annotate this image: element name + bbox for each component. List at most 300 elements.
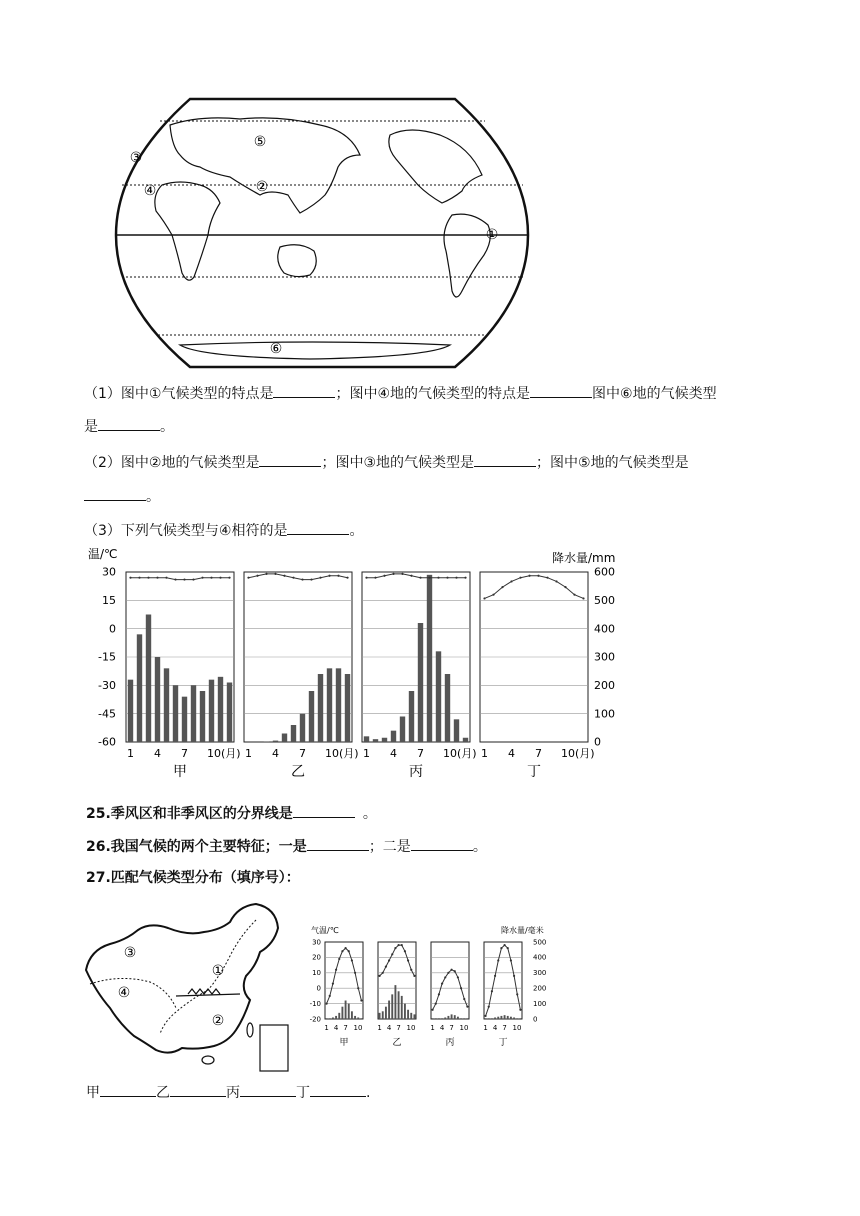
x-tick-label: 1: [324, 1024, 329, 1032]
china-outline: [86, 904, 278, 1053]
question-2-line-1: [84, 452, 689, 473]
chart2-left-ticks: [310, 938, 321, 1023]
continent-africa: [155, 182, 220, 280]
answer-blank-jia[interactable]: [100, 1082, 156, 1097]
question-25-line: [86, 803, 377, 824]
temperature-point: [348, 950, 350, 952]
precipitation-bar: [454, 1015, 456, 1019]
q26-text-3: 。: [472, 839, 487, 855]
temperature-point: [192, 578, 194, 580]
right-tick-label: 400: [594, 622, 615, 636]
q1-blank-3[interactable]: [98, 416, 160, 431]
left-tick-label: -10: [309, 999, 321, 1008]
temperature-point: [494, 975, 496, 977]
temperature-point: [466, 1006, 468, 1008]
precipitation-bar: [137, 634, 142, 742]
precipitation-bar: [345, 674, 350, 742]
precipitation-bar: [466, 1018, 468, 1019]
right-tick-label: 300: [533, 969, 547, 978]
x-tick-label: 10: [353, 1024, 363, 1032]
x-tick-label: 10: [512, 1024, 522, 1032]
temperature-point: [174, 578, 176, 580]
precipitation-bar: [451, 1014, 453, 1019]
precipitation-bar: [338, 1013, 340, 1019]
temperature-point: [335, 969, 337, 971]
continent-south-america: [444, 214, 490, 297]
precipitation-bar: [460, 1018, 462, 1019]
chart1-right-axis-label: 降水量/mm: [552, 551, 616, 565]
left-tick-label: 0: [109, 622, 116, 636]
china-marker-3: [124, 945, 137, 961]
question-27-line: [86, 868, 300, 888]
map-marker-2: [256, 179, 269, 195]
q2-blank-2[interactable]: [474, 452, 536, 467]
temperature-point: [431, 1009, 433, 1011]
panel-frame: [431, 942, 469, 1019]
question-1-line-2: [84, 416, 174, 437]
panel-frame: [484, 942, 522, 1019]
temperature-point: [301, 578, 303, 580]
panel-name: 丙: [445, 1038, 455, 1048]
answer-label-yi: 乙: [156, 1085, 170, 1101]
q27-title: 27.匹配气候类型分布（填序号）：: [86, 870, 300, 886]
right-tick-label: 0: [533, 1015, 538, 1024]
q25-blank-1[interactable]: [293, 803, 355, 818]
left-tick-label: -30: [98, 679, 116, 692]
temperature-point: [492, 594, 494, 596]
precipitation-bar: [218, 677, 223, 742]
answer-label-ding: 丁: [296, 1085, 310, 1101]
q1-text-5: 。: [160, 419, 174, 435]
q2-text-1: （2）图中②地的气候类型是: [84, 455, 260, 471]
temperature-point: [510, 959, 512, 961]
temperature-point: [519, 577, 521, 579]
q1-text-4: 是: [84, 419, 98, 435]
temperature-point: [503, 944, 505, 946]
precipitation-bar: [516, 1018, 518, 1019]
temperature-point: [464, 577, 466, 579]
precipitation-bar: [409, 691, 414, 742]
x-tick-label: 1: [430, 1024, 435, 1032]
precipitation-bar: [360, 1018, 362, 1019]
panel-name: 甲: [173, 764, 187, 780]
x-tick-label: 4: [508, 747, 515, 760]
x-tick-label: 10(月): [325, 747, 359, 760]
temperature-point: [247, 577, 249, 579]
taiwan-island: [247, 1023, 253, 1037]
map-marker-6: [270, 341, 283, 357]
temperature-point: [346, 577, 348, 579]
precipitation-bar: [494, 1017, 496, 1019]
q2-blank-3[interactable]: [84, 486, 146, 501]
question-3-line: [84, 520, 363, 541]
left-tick-label: 15: [102, 594, 116, 607]
question-1-line-1: [84, 383, 717, 404]
precipitation-bar: [447, 1016, 449, 1019]
right-tick-label: 600: [594, 565, 615, 579]
precipitation-bar: [463, 738, 468, 742]
precipitation-bar: [348, 1004, 350, 1019]
temperature-point: [447, 972, 449, 974]
precipitation-bar: [335, 1016, 337, 1019]
temperature-point: [463, 998, 465, 1000]
temperature-point: [555, 580, 557, 582]
chart1-left-ticks: [98, 566, 116, 749]
temperature-point: [338, 958, 340, 960]
temperature-point: [410, 969, 412, 971]
hainan-island: [202, 1056, 214, 1064]
x-tick-label: 7: [417, 747, 424, 760]
temperature-point: [513, 975, 515, 977]
precipitation-bar: [382, 738, 387, 742]
precipitation-bar: [404, 1004, 406, 1019]
precipitation-bar: [282, 734, 287, 743]
monsoon-boundary-line: [160, 920, 256, 1034]
map-marker-1: [486, 227, 499, 243]
china-map: [80, 900, 295, 1075]
precipitation-bar: [504, 1015, 506, 1019]
continent-australia: [278, 245, 317, 277]
answer-blank-ding[interactable]: [310, 1082, 366, 1097]
q2-text-2: ；图中③地的气候类型是: [321, 455, 475, 471]
china-marker-4: [118, 985, 131, 1001]
temperature-point: [404, 950, 406, 952]
precipitation-bar: [182, 697, 187, 742]
precipitation-bar: [513, 1017, 515, 1019]
left-tick-label: 0: [316, 984, 321, 993]
answer-blank-bing[interactable]: [240, 1082, 296, 1097]
precipitation-bar: [329, 1018, 331, 1019]
x-tick-label: 1: [377, 1024, 382, 1032]
x-tick-label: 7: [449, 1024, 454, 1032]
precipitation-bar: [445, 674, 450, 742]
continent-eurasia: [170, 118, 360, 213]
continent-antarctica: [180, 342, 450, 359]
panel-name: 丙: [409, 764, 423, 780]
q26-text-1: 26.我国气候的两个主要特征；一是: [86, 839, 307, 855]
left-tick-label: -20: [309, 1015, 321, 1024]
temperature-point: [582, 597, 584, 599]
south-china-sea-inset: [260, 1025, 288, 1071]
q1-blank-2[interactable]: [530, 383, 592, 398]
precipitation-bar: [410, 1013, 412, 1019]
precipitation-bar: [273, 741, 278, 742]
q1-text-1: （1）图中①气候类型的特点是: [84, 386, 274, 402]
svg-text:②: ②: [211, 1013, 225, 1029]
temperature-point: [325, 1003, 327, 1005]
temperature-point: [419, 577, 421, 579]
temperature-point: [500, 947, 502, 949]
chart1-panels: [126, 572, 595, 780]
answer-label-jia: 甲: [86, 1085, 100, 1101]
precipitation-bar: [200, 691, 205, 742]
temperature-point: [435, 1003, 437, 1005]
map-marker-4: [144, 183, 157, 199]
chart2-right-axis-label: 降水量/毫米: [501, 926, 544, 935]
precipitation-bar: [510, 1017, 512, 1019]
x-tick-label: 1: [483, 1024, 488, 1032]
precipitation-bar: [488, 1018, 490, 1019]
x-tick-label: 7: [396, 1024, 401, 1032]
x-tick-label: 4: [390, 747, 397, 760]
temperature-line: [367, 574, 466, 578]
precipitation-bar: [264, 741, 269, 742]
precipitation-bar: [300, 714, 305, 742]
temperature-point: [365, 577, 367, 579]
temperature-line: [485, 576, 584, 599]
temperature-point: [329, 995, 331, 997]
chart1-left-axis-label: 温/℃: [88, 547, 118, 561]
temperature-point: [383, 575, 385, 577]
precipitation-bar: [327, 668, 332, 742]
temperature-point: [450, 969, 452, 971]
temperature-point: [337, 575, 339, 577]
q1-blank-1[interactable]: [273, 383, 335, 398]
right-tick-label: 100: [533, 999, 547, 1008]
q26-blank-2[interactable]: [411, 836, 473, 851]
right-tick-label: 200: [533, 984, 547, 993]
temperature-line: [327, 948, 362, 1003]
world-map-outline: [116, 99, 528, 367]
temperature-point: [573, 594, 575, 596]
precipitation-bar: [432, 1018, 434, 1019]
right-tick-label: 0: [594, 735, 601, 749]
temperature-point: [351, 959, 353, 961]
temperature-point: [407, 959, 409, 961]
precipitation-bar: [354, 1016, 356, 1019]
left-tick-label: 30: [102, 565, 116, 579]
question-2-line-2: [84, 486, 160, 507]
precipitation-bar: [444, 1017, 446, 1019]
x-tick-label: 7: [181, 747, 188, 760]
answer-label-bing: 丙: [226, 1085, 240, 1101]
q26-blank-1[interactable]: [307, 836, 369, 851]
temperature-point: [201, 577, 203, 579]
temperature-point: [156, 577, 158, 579]
precipitation-bar: [507, 1016, 509, 1019]
x-tick-label: 1: [127, 747, 134, 760]
continent-north-america: [389, 130, 482, 203]
temperature-point: [341, 950, 343, 952]
left-tick-label: -60: [98, 735, 116, 749]
question-26-line: [86, 836, 487, 857]
precipitation-bar: [394, 985, 396, 1019]
panel-frame: [325, 942, 363, 1019]
svg-text:③: ③: [129, 150, 143, 166]
temperature-point: [519, 1009, 521, 1011]
climate-chart-1: [82, 542, 622, 792]
temperature-point: [457, 976, 459, 978]
plateau-boundary: [90, 978, 176, 1008]
temperature-point: [319, 577, 321, 579]
precipitation-bar: [454, 719, 459, 742]
x-tick-label: 10(月): [443, 747, 477, 760]
precipitation-bar: [385, 1007, 387, 1019]
temperature-point: [446, 577, 448, 579]
chart2-left-axis-label: 气温/℃: [311, 926, 339, 935]
svg-text:④: ④: [143, 183, 157, 199]
precipitation-bar: [155, 657, 160, 742]
temperature-point: [438, 993, 440, 995]
temperature-point: [310, 578, 312, 580]
temperature-point: [385, 966, 387, 968]
temperature-point: [483, 597, 485, 599]
precipitation-bar: [191, 685, 196, 742]
precipitation-bar: [497, 1017, 499, 1019]
temperature-point: [546, 577, 548, 579]
temperature-point: [378, 975, 380, 977]
left-tick-label: -15: [98, 650, 116, 664]
temperature-point: [501, 586, 503, 588]
panel-name: 丁: [498, 1038, 508, 1048]
precipitation-bar: [418, 623, 423, 742]
precipitation-bar: [227, 683, 232, 743]
chart2-panels: [324, 942, 522, 1048]
temperature-point: [328, 575, 330, 577]
temperature-point: [410, 575, 412, 577]
q2-blank-1[interactable]: [259, 452, 321, 467]
x-tick-label: 7: [343, 1024, 348, 1032]
precipitation-bar: [413, 1014, 415, 1019]
temperature-point: [401, 944, 403, 946]
answer-blank-yi[interactable]: [170, 1082, 226, 1097]
temperature-point: [147, 577, 149, 579]
left-tick-label: 20: [312, 953, 321, 962]
x-tick-label: 7: [299, 747, 306, 760]
x-tick-label: 1: [245, 747, 252, 760]
temperature-point: [219, 577, 221, 579]
temperature-line: [249, 574, 348, 580]
precipitation-bar: [401, 996, 403, 1019]
x-tick-label: 7: [535, 747, 542, 760]
panel-name: 乙: [291, 764, 305, 780]
temperature-point: [528, 575, 530, 577]
temperature-point: [129, 577, 131, 579]
precipitation-bar: [364, 736, 369, 742]
right-tick-label: 100: [594, 707, 615, 721]
precipitation-bar: [436, 651, 441, 742]
q2-text-3: ；图中⑤地的气候类型是: [536, 455, 689, 471]
temperature-line: [131, 578, 230, 580]
x-tick-label: 10: [459, 1024, 469, 1032]
temperature-point: [397, 944, 399, 946]
precipitation-bar: [351, 1011, 353, 1019]
precipitation-bar: [391, 994, 393, 1019]
temperature-point: [360, 999, 362, 1001]
temperature-point: [441, 982, 443, 984]
temperature-point: [138, 577, 140, 579]
x-tick-label: 4: [492, 1024, 498, 1032]
temperature-point: [382, 972, 384, 974]
temperature-point: [283, 575, 285, 577]
temperature-point: [256, 575, 258, 577]
svg-text:①: ①: [211, 963, 225, 979]
precipitation-bar: [345, 1001, 347, 1019]
x-tick-label: 4: [333, 1024, 339, 1032]
china-marker-2: [212, 1013, 225, 1029]
temperature-point: [388, 959, 390, 961]
mountain-symbols: [188, 989, 220, 994]
left-tick-label: 30: [312, 938, 321, 947]
precipitation-bar: [391, 731, 396, 742]
answer-end: .: [366, 1085, 371, 1101]
right-tick-label: 400: [533, 953, 547, 962]
q25-text-1: 25.季风区和非季风区的分界线是: [86, 806, 293, 822]
x-tick-label: 1: [363, 747, 370, 760]
precipitation-bar: [382, 1011, 384, 1019]
x-tick-label: 4: [272, 747, 279, 760]
precipitation-bar: [291, 725, 296, 742]
precipitation-bar: [491, 1018, 493, 1019]
precipitation-bar: [398, 991, 400, 1019]
panel-name: 丁: [527, 764, 541, 780]
precipitation-bar: [146, 615, 151, 743]
temperature-point: [344, 947, 346, 949]
left-tick-label: -45: [98, 707, 116, 721]
precipitation-bar: [438, 1018, 440, 1019]
precipitation-bar: [427, 575, 432, 742]
temperature-point: [428, 577, 430, 579]
precipitation-bar: [407, 1010, 409, 1019]
right-tick-label: 500: [533, 938, 547, 947]
temperature-point: [354, 972, 356, 974]
x-tick-label: 4: [154, 747, 161, 760]
temperature-point: [401, 573, 403, 575]
right-tick-label: 300: [594, 650, 615, 664]
temperature-point: [516, 993, 518, 995]
temperature-point: [274, 573, 276, 575]
precipitation-bar: [435, 1018, 437, 1019]
precipitation-bar: [388, 1001, 390, 1019]
temperature-point: [228, 577, 230, 579]
q25-text-2: 。: [362, 806, 377, 822]
precipitation-bar: [318, 674, 323, 742]
x-tick-label: 10(月): [207, 747, 241, 760]
q1-text-2: ；图中④地的气候类型的特点是: [335, 386, 531, 402]
precipitation-bar: [128, 680, 133, 742]
x-tick-label: 1: [481, 747, 488, 760]
temperature-point: [394, 947, 396, 949]
answer-line: [86, 1082, 370, 1103]
q26-text-2: ；二是: [368, 839, 411, 855]
temperature-point: [510, 580, 512, 582]
x-tick-label: 10(月): [561, 747, 595, 760]
temperature-point: [165, 577, 167, 579]
panel-name: 乙: [392, 1038, 402, 1048]
temperature-point: [460, 987, 462, 989]
chart2-right-ticks: [533, 938, 546, 1023]
precipitation-bar: [173, 685, 178, 742]
q3-text-1: （3）下列气候类型与④相符的是: [84, 523, 288, 539]
q3-blank-1[interactable]: [287, 520, 349, 535]
map-marker-3: [130, 150, 143, 166]
x-tick-label: 4: [386, 1024, 392, 1032]
x-tick-label: 10: [406, 1024, 416, 1032]
temperature-line: [486, 945, 521, 1016]
precipitation-bar: [357, 1017, 359, 1019]
temperature-point: [497, 959, 499, 961]
precipitation-bar: [209, 680, 214, 742]
temperature-point: [444, 976, 446, 978]
chart1-right-ticks: [594, 566, 615, 749]
temperature-point: [488, 1006, 490, 1008]
precipitation-bar: [336, 668, 341, 742]
panel-name: 甲: [339, 1038, 349, 1048]
precipitation-bar: [457, 1017, 459, 1019]
temperature-point: [455, 577, 457, 579]
right-tick-label: 500: [594, 594, 615, 607]
precipitation-bar: [332, 1017, 334, 1019]
